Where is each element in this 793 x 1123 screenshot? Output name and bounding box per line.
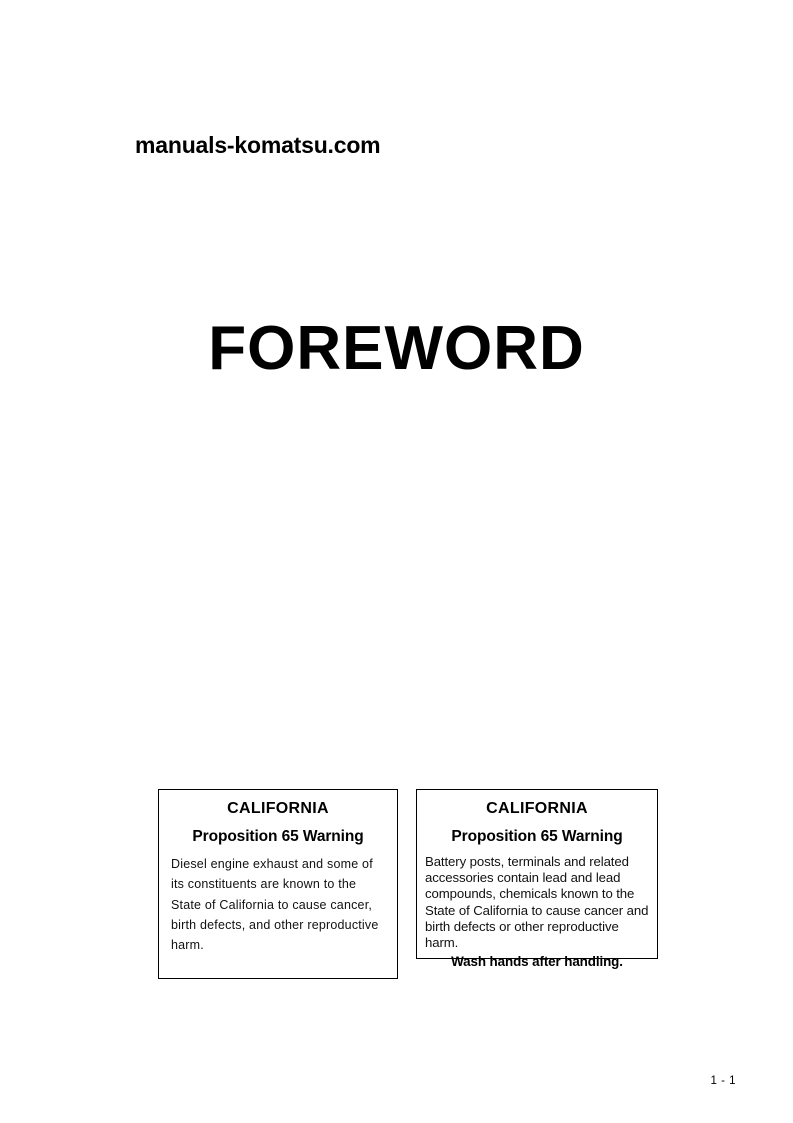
page-title: FOREWORD [208, 314, 585, 383]
warning-body-text: Diesel engine exhaust and some of its constituents are known to the State of California to cause cancer, birth defects, and other reproductive harm. [171, 857, 379, 952]
warning-footer-text: Wash hands after handling. [451, 954, 623, 970]
warning-heading: CALIFORNIA [486, 800, 588, 817]
warning-box-diesel-exhaust [158, 789, 398, 979]
warning-subheading: Proposition 65 Warning [192, 828, 364, 845]
warning-heading: CALIFORNIA [227, 800, 329, 817]
warning-box-battery-posts [416, 789, 658, 970]
warning-body-text: Battery posts, terminals and related accessories contain lead and lead compounds, chemicals known to the State of California to cause cancer and birth defects or other reproductive harm. [425, 854, 649, 951]
california-warnings-container [158, 789, 658, 979]
site-watermark: manuals-komatsu.com [135, 132, 381, 158]
warning-subheading: Proposition 65 Warning [451, 828, 623, 845]
page-number: 1 - 1 [710, 1075, 736, 1087]
